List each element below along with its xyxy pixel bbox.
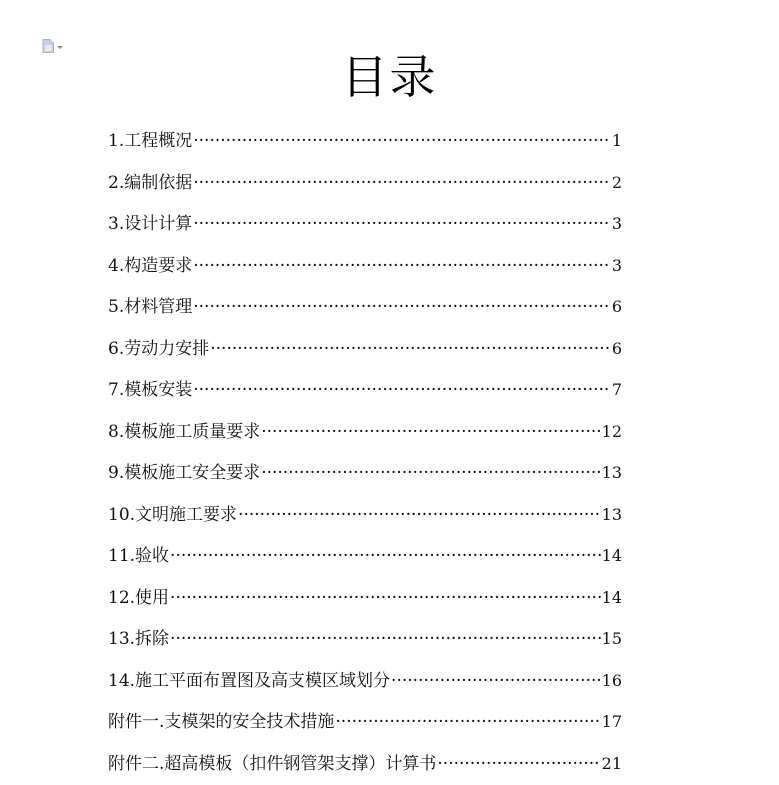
toc-page-number: 12: [602, 411, 622, 453]
toc-entry-text: 12.使用: [108, 578, 169, 620]
toc-page-number: 1: [612, 120, 622, 162]
toc-page-number: 17: [602, 701, 622, 743]
toc-entry[interactable]: [108, 203, 622, 245]
toc-entry-text: 3.设计计算: [108, 204, 192, 246]
toc-page-number: 21: [602, 743, 622, 785]
toc-entry[interactable]: [108, 411, 622, 453]
toc-entry[interactable]: [108, 120, 622, 162]
dot-leader: [170, 578, 601, 620]
toc-entry[interactable]: [108, 660, 622, 702]
toc-entry[interactable]: [108, 701, 622, 743]
page-title: 目录: [0, 47, 779, 107]
toc-entry-text: 13.拆除: [108, 619, 169, 661]
toc-entry-text: 2.编制依据: [108, 163, 192, 205]
toc-page-number: 6: [612, 286, 622, 328]
toc-entry[interactable]: [108, 452, 622, 494]
toc-page-number: 7: [612, 369, 622, 411]
dot-leader: [335, 702, 600, 744]
toc-entry-text: 附件一.支模架的安全技术措施: [108, 702, 334, 744]
dot-leader: [193, 121, 611, 163]
toc-entry[interactable]: [108, 577, 622, 619]
toc-page-number: 2: [612, 162, 622, 204]
dot-leader: [193, 163, 611, 205]
toc-entry[interactable]: [108, 245, 622, 287]
toc-entry[interactable]: [108, 162, 622, 204]
dot-leader: [391, 661, 601, 703]
toc-page-number: 15: [602, 618, 622, 660]
dot-leader: [193, 204, 611, 246]
dot-leader: [261, 412, 600, 454]
toc-page-number: 14: [602, 535, 622, 577]
dot-leader: [170, 619, 601, 661]
dot-leader: [238, 495, 601, 537]
toc-entry-text: 11.验收: [108, 536, 169, 578]
dot-leader: [193, 246, 611, 288]
toc-page-number: 3: [612, 203, 622, 245]
toc-entry[interactable]: [108, 328, 622, 370]
toc-page-number: 14: [602, 577, 622, 619]
toc-page-number: 13: [602, 494, 622, 536]
toc-page-number: 3: [612, 245, 622, 287]
dot-leader: [261, 453, 600, 495]
toc-entry[interactable]: [108, 618, 622, 660]
toc-entry-text: 5.材料管理: [108, 287, 192, 329]
toc-entry[interactable]: [108, 286, 622, 328]
toc-entry-text: 4.构造要求: [108, 246, 192, 288]
toc-entry[interactable]: [108, 535, 622, 577]
toc-entry-text: 14.施工平面布置图及高支模区域划分: [108, 661, 390, 703]
toc-entry-text: 附件二.超高模板（扣件钢管架支撑）计算书: [108, 744, 436, 785]
toc-page-number: 16: [602, 660, 622, 702]
toc-entry-text: 9.模板施工安全要求: [108, 453, 260, 495]
dot-leader: [437, 744, 600, 785]
dot-leader: [193, 287, 611, 329]
dot-leader: [170, 536, 601, 578]
table-of-contents: [108, 120, 622, 784]
toc-entry-text: 7.模板安装: [108, 370, 192, 412]
toc-entry-text: 10.文明施工要求: [108, 495, 237, 537]
toc-entry[interactable]: [108, 369, 622, 411]
dot-leader: [193, 370, 611, 412]
toc-page-number: 6: [612, 328, 622, 370]
toc-entry-text: 1.工程概况: [108, 121, 192, 163]
toc-page-number: 13: [602, 452, 622, 494]
toc-entry[interactable]: [108, 743, 622, 785]
dot-leader: [210, 329, 611, 371]
toc-entry-text: 8.模板施工质量要求: [108, 412, 260, 454]
toc-entry-text: 6.劳动力安排: [108, 329, 209, 371]
toc-entry[interactable]: [108, 494, 622, 536]
